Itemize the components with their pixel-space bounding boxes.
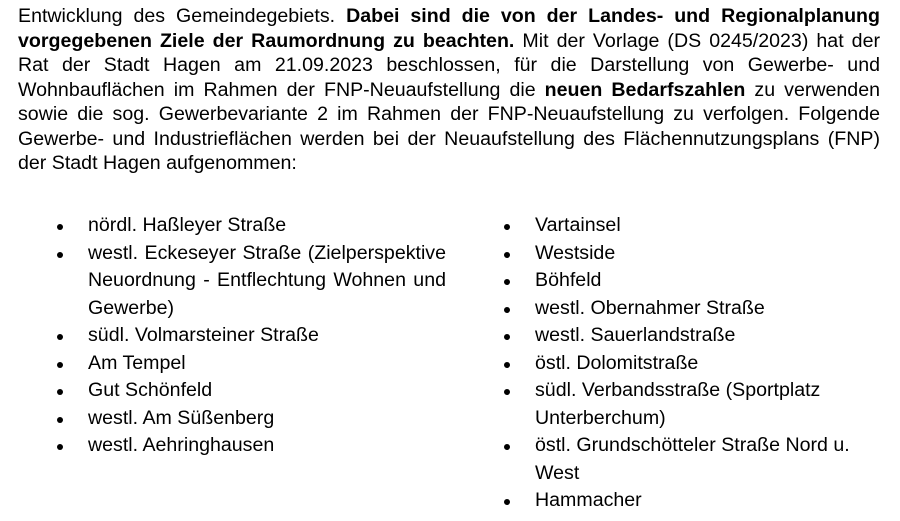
list-item [535, 350, 880, 378]
list-item-text: Böhfeld [535, 269, 602, 291]
list-item-text: westl. Sauerlandstraße [535, 324, 736, 346]
list-item-text: westl. Eckeseyer Straße (Zielperspektive Neuordnung - Entflechtung Wohnen und Gewerbe) [88, 241, 446, 319]
list-item-text: Westside [535, 241, 616, 264]
list-item-text: südl. Verbandsstraße (Sportplatz Unterberchum) [535, 379, 821, 429]
left-bullet-list [88, 212, 446, 460]
list-item [88, 322, 446, 350]
list-item [88, 377, 446, 405]
list-item-text: östl. Grundschötteler Straße Nord u. West [535, 434, 850, 484]
list-item [88, 350, 446, 378]
list-item-text: nördl. Haßleyer Straße [88, 214, 287, 236]
list-item-text: westl. Obernahmer Straße [535, 296, 765, 319]
list-item-text: westl. Am Süßenberg [88, 406, 275, 429]
right-bullet-list [535, 212, 880, 515]
list-item [535, 295, 880, 323]
list-item [535, 432, 880, 487]
list-item [88, 240, 446, 323]
list-item-text: südl. Volmarsteiner Straße [88, 324, 319, 346]
list-item [535, 322, 880, 350]
list-item [535, 240, 880, 268]
list-item-text: Gut Schönfeld [88, 379, 213, 401]
body-paragraph [18, 4, 880, 176]
list-item [535, 212, 880, 240]
list-item [88, 432, 446, 460]
paragraph-text-2: Mit der Vorlage (DS 0245/2023) hat der Rat der Stadt Hagen am 21.09.2023 beschlossen, für die Darstellung von Gewerbe- und Wohnbauflächen im Rahmen der FNP-Neuaufstellung die [18, 29, 880, 101]
list-item-text: östl. Dolomitstraße [535, 351, 699, 374]
list-item-text: Vartainsel [535, 214, 621, 236]
list-item-text: Hammacher [535, 489, 642, 511]
paragraph-bold-1: Dabei sind die von der Landes- und Regionalplanung vorgegebenen Ziele der Raumordnung zu beachten. [18, 5, 880, 52]
list-item [535, 487, 880, 515]
list-item [88, 212, 446, 240]
paragraph-text-1: Entwicklung des Gemeindegebiets. [18, 5, 347, 27]
paragraph-text-3: zu verwenden sowie die sog. Gewerbevariante 2 im Rahmen der FNP-Neuaufstellung zu verfolgen. Folgende Gewerbe- und Industrieflächen werden bei der Neuaufstellung des Flächennutzungsplans (FNP) der Stadt Hagen aufgenommen: [18, 78, 880, 174]
list-item-text: Am Tempel [88, 351, 186, 374]
list-item [535, 267, 880, 295]
list-item [535, 377, 880, 432]
list-item-text: westl. Aehringhausen [88, 434, 275, 456]
paragraph-bold-2: neuen Bedarfszahlen [544, 78, 746, 101]
list-item [88, 405, 446, 433]
